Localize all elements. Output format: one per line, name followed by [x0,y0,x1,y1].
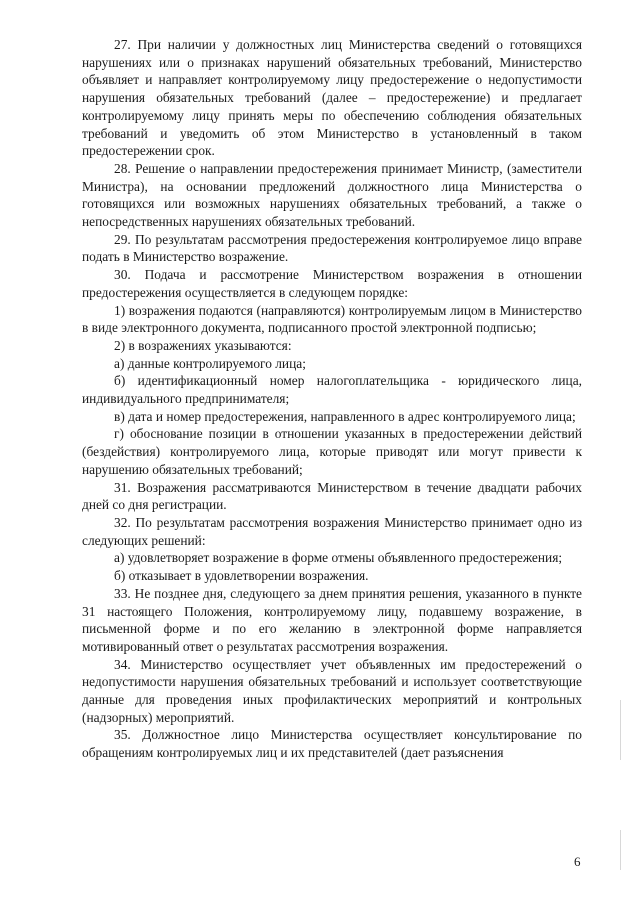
paragraph-27: 27. При наличии у должностных лиц Министерства сведений о готовящихся нарушениях или о признаках нарушений обязательных требований, Министерство объявляет и направляет контролируемому лицу предостережение о недопустимости нарушения обязательных требований (далее – предостережение) и предлагает контролируемому лицу принять меры по обеспечению соблюдения обязательных требований и уведомить об этом Министерство в установленный в таком предостережении срок. [82,37,582,159]
paragraph-32-item-a: а) удовлетворяет возражение в форме отмены объявленного предостережения; [114,550,563,566]
paragraph-31: 31. Возражения рассматриваются Министерством в течение двадцати рабочих дней со дня регистрации. [82,479,582,513]
paragraph-30-item-2g: г) обоснование позиции в отношении указанных в предостережении действий (бездействия) контролируемого лица, которые приводят или могут привести к нарушению обязательных требований; [82,426,582,477]
page-number: 6 [574,854,581,869]
paragraph-29: 29. По результатам рассмотрения предостережения контролируемое лицо вправе подать в Министерство возражение. [82,231,582,265]
scan-artifact-line [620,830,621,870]
paragraph-30-item-2v: в) дата и номер предостережения, направленного в адрес контролируемого лица; [114,408,576,424]
paragraph-33: 33. Не позднее дня, следующего за днем принятия решения, указанного в пункте 31 настоящего Положения, контролируемому лицу, подавшему возражение, в письменной форме и по его желанию в электронной форме направляется мотивированный ответ о результатах рассмотрения возражения. [82,585,582,654]
paragraph-32: 32. По результатам рассмотрения возражения Министерство принимает одно из следующих решений: [82,514,582,548]
scan-artifact-line [620,700,621,760]
paragraph-34: 34. Министерство осуществляет учет объявленных им предостережений о недопустимости нарушения обязательных требований и использует соответствующие данные для проведения иных профилактических мероприятий и контрольных (надзорных) мероприятий. [82,656,582,725]
paragraph-35: 35. Должностное лицо Министерства осуществляет консультирование по обращениям контролируемых лиц и их представителей (дает разъяснения [82,727,582,761]
paragraph-30-item-2: 2) в возражениях указываются: [114,337,292,353]
document-body [82,36,582,762]
paragraph-32-item-b: б) отказывает в удовлетворении возражения. [114,568,369,584]
paragraph-30-item-2a: а) данные контролируемого лица; [114,355,306,371]
paragraph-30-item-2b: б) идентификационный номер налогоплательщика - юридического лица, индивидуального предпринимателя; [82,373,582,407]
paragraph-28: 28. Решение о направлении предостережения принимает Министр, (заместители Министра), на основании предложений должностного лица Министерства о готовящихся или возможных нарушениях обязательных требований, а также о непосредственных нарушениях обязательных требований. [82,160,582,230]
paragraph-30-item-1: 1) возражения подаются (направляются) контролируемым лицом в Министерство в виде электронного документа, подписанного простой электронной подписью; [82,302,582,336]
paragraph-30: 30. Подача и рассмотрение Министерством возражения в отношении предостережения осуществляется в следующем порядке: [82,267,582,300]
